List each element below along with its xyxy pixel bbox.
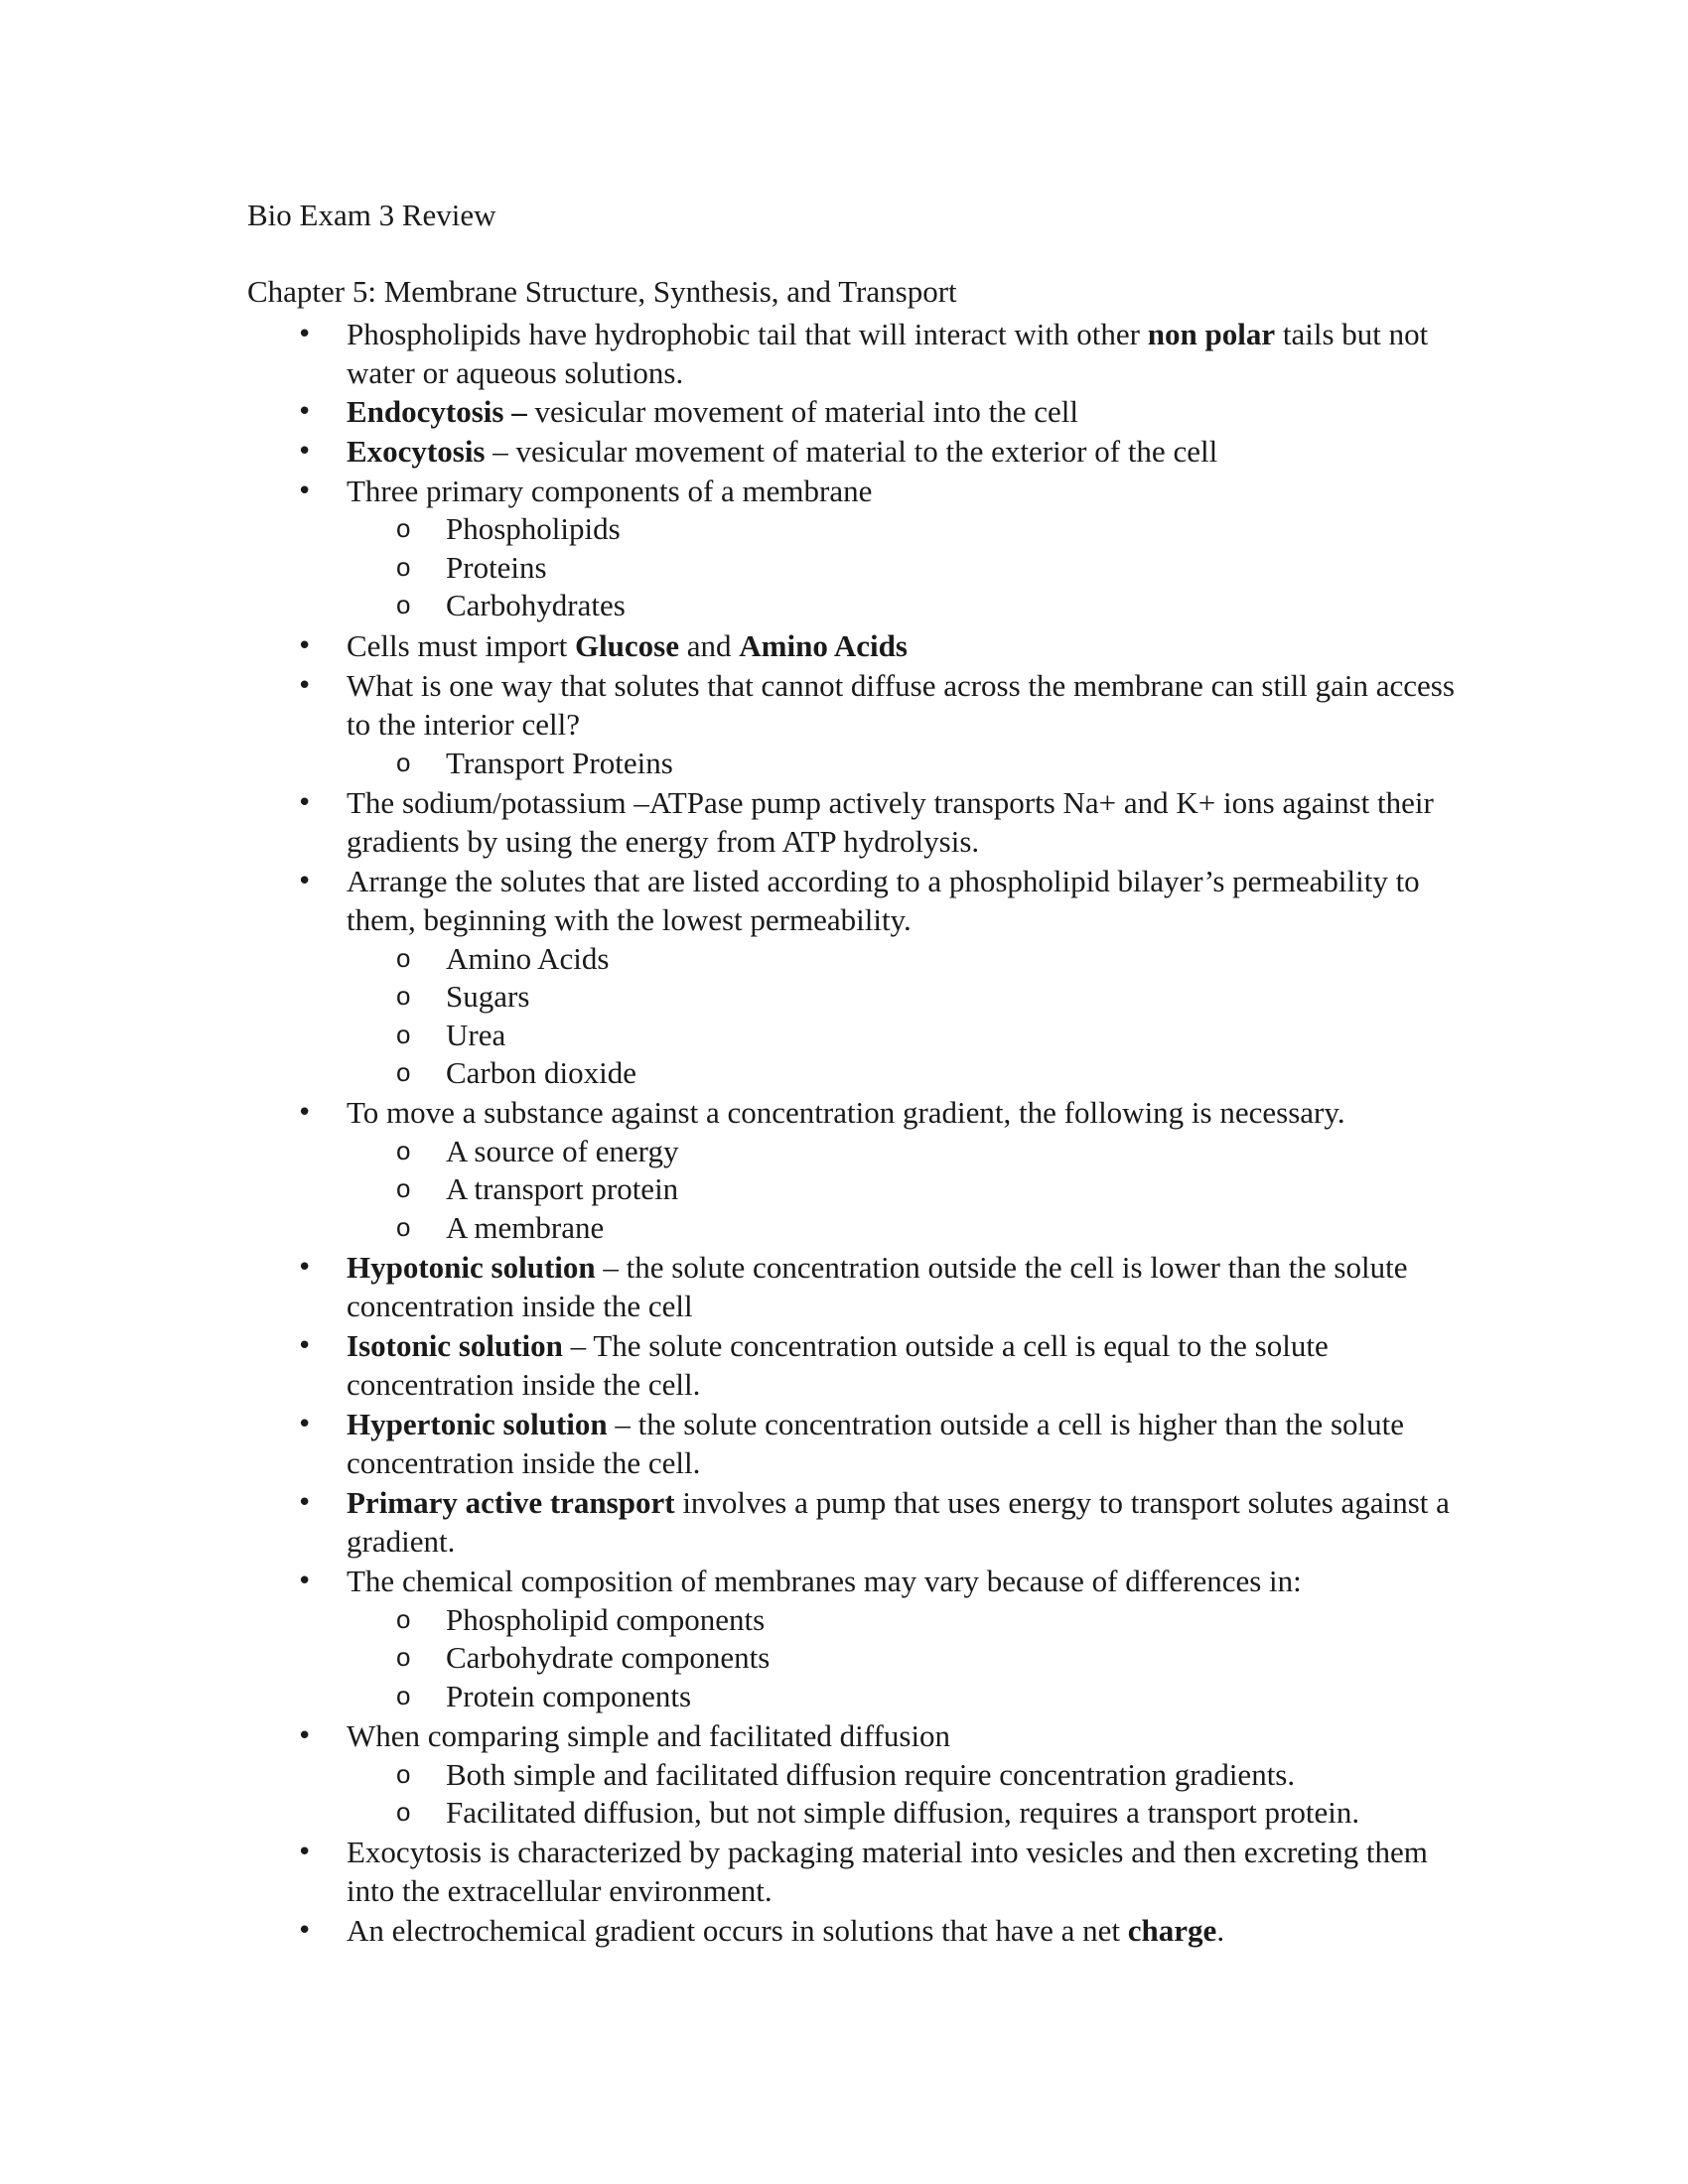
sub-item: o A source of energy (446, 1133, 1488, 1171)
bold-term-endocytosis: Endocytosis – (347, 394, 527, 429)
sub-item: o Both simple and facilitated diffusion require concentration gradients. (446, 1756, 1488, 1795)
bold-term-isotonic: Isotonic solution (347, 1328, 563, 1363)
bullet-diffusion-comparison: • When comparing simple and facilitated diffusion (347, 1717, 1459, 1756)
bullet-sodium-potassium-pump: • The sodium/potassium –ATPase pump actively transports Na+ and K+ ions against their gradients by using the energy from ATP hydrolysis. (347, 784, 1459, 861)
bullet-text: – vesicular movement of material to the exterior of the cell (485, 434, 1218, 469)
bold-term-exocytosis: Exocytosis (347, 434, 486, 469)
sub-item: o Transport Proteins (446, 745, 1488, 783)
sub-item: o Facilitated diffusion, but not simple diffusion, requires a transport protein. (446, 1794, 1488, 1833)
sub-item: o Carbon dioxide (446, 1054, 1488, 1093)
sub-item: o Phospholipids (446, 510, 1488, 549)
bullet-text: An electrochemical gradient occurs in solutions that have a net (347, 1913, 1128, 1948)
sub-item: o Carbohydrate components (446, 1639, 1488, 1678)
document-title: Bio Exam 3 Review (247, 198, 496, 232)
bullet-hypertonic (347, 1406, 1459, 1482)
bullet-text: – the solute concentration outside the cell is lower than the solute concentration inside the cell (347, 1250, 1408, 1323)
bullet-text: involves a pump that uses energy to transport solutes against a gradient. (347, 1485, 1450, 1559)
bullet-solutes-access: • What is one way that solutes that cannot diffuse across the membrane can still gain access to the interior cell? (347, 667, 1459, 744)
bold-term-glucose: Glucose (574, 628, 679, 663)
bullet-phospholipids-tail (347, 316, 1459, 392)
bullet-text: vesicular movement of material into the cell (526, 394, 1078, 429)
bullet-exocytosis-characterized: • Exocytosis is characterized by packaging material into vesicles and then excreting them into the extracellular environment. (347, 1834, 1459, 1910)
sub-item: o A transport protein (446, 1170, 1488, 1209)
sub-item: o Protein components (446, 1678, 1488, 1716)
bold-term-non-polar: non polar (1147, 317, 1276, 351)
sub-item: o Phospholipid components (446, 1601, 1488, 1640)
sub-item: o Urea (446, 1017, 1488, 1055)
bullet-text: Phospholipids have hydrophobic tail that will interact with other (347, 317, 1148, 351)
bullet-text: . (1216, 1913, 1225, 1948)
bold-term-amino-acids: Amino Acids (739, 628, 908, 663)
bullet-primary-active-transport (347, 1484, 1459, 1561)
bullet-hypotonic (347, 1249, 1459, 1325)
bullet-text: Cells must import (347, 628, 575, 663)
bold-term-charge: charge (1127, 1913, 1217, 1948)
bullet-text: tails but not water or aqueous solutions. (347, 317, 1429, 390)
bold-term-hypertonic: Hypertonic solution (347, 1407, 608, 1441)
sub-item: o Sugars (446, 978, 1488, 1017)
sub-item: o Carbohydrates (446, 587, 1488, 625)
bullet-text: – the solute concentration outside a cell is higher than the solute concentration inside the cell. (347, 1407, 1404, 1480)
bullet-electrochemical-gradient (347, 1912, 1459, 1951)
bullet-membrane-components: • Three primary components of a membrane (347, 473, 1459, 511)
bullet-text: and (679, 628, 740, 663)
bold-term-hypotonic: Hypotonic solution (347, 1250, 596, 1285)
bullet-exocytosis (347, 433, 1459, 472)
bullet-isotonic (347, 1327, 1459, 1404)
bullet-permeability-order: • Arrange the solutes that are listed according to a phospholipid bilayer’s permeability to them, beginning with the lowest permeability. (347, 863, 1459, 939)
sub-item: o Proteins (446, 549, 1488, 588)
bullet-membrane-composition: • The chemical composition of membranes may vary because of differences in: (347, 1563, 1459, 1601)
sub-item: o Amino Acids (446, 940, 1488, 979)
bullet-cells-import (347, 627, 1459, 666)
bullet-endocytosis (347, 393, 1459, 432)
sub-item: o A membrane (446, 1209, 1488, 1248)
chapter-heading: Chapter 5: Membrane Structure, Synthesis, and Transport (247, 274, 957, 309)
bold-term-primary-active-transport: Primary active transport (347, 1485, 675, 1520)
bullet-text: – The solute concentration outside a cell is equal to the solute concentration inside the cell. (347, 1328, 1329, 1402)
bullet-against-gradient: • To move a substance against a concentration gradient, the following is necessary. (347, 1094, 1459, 1133)
